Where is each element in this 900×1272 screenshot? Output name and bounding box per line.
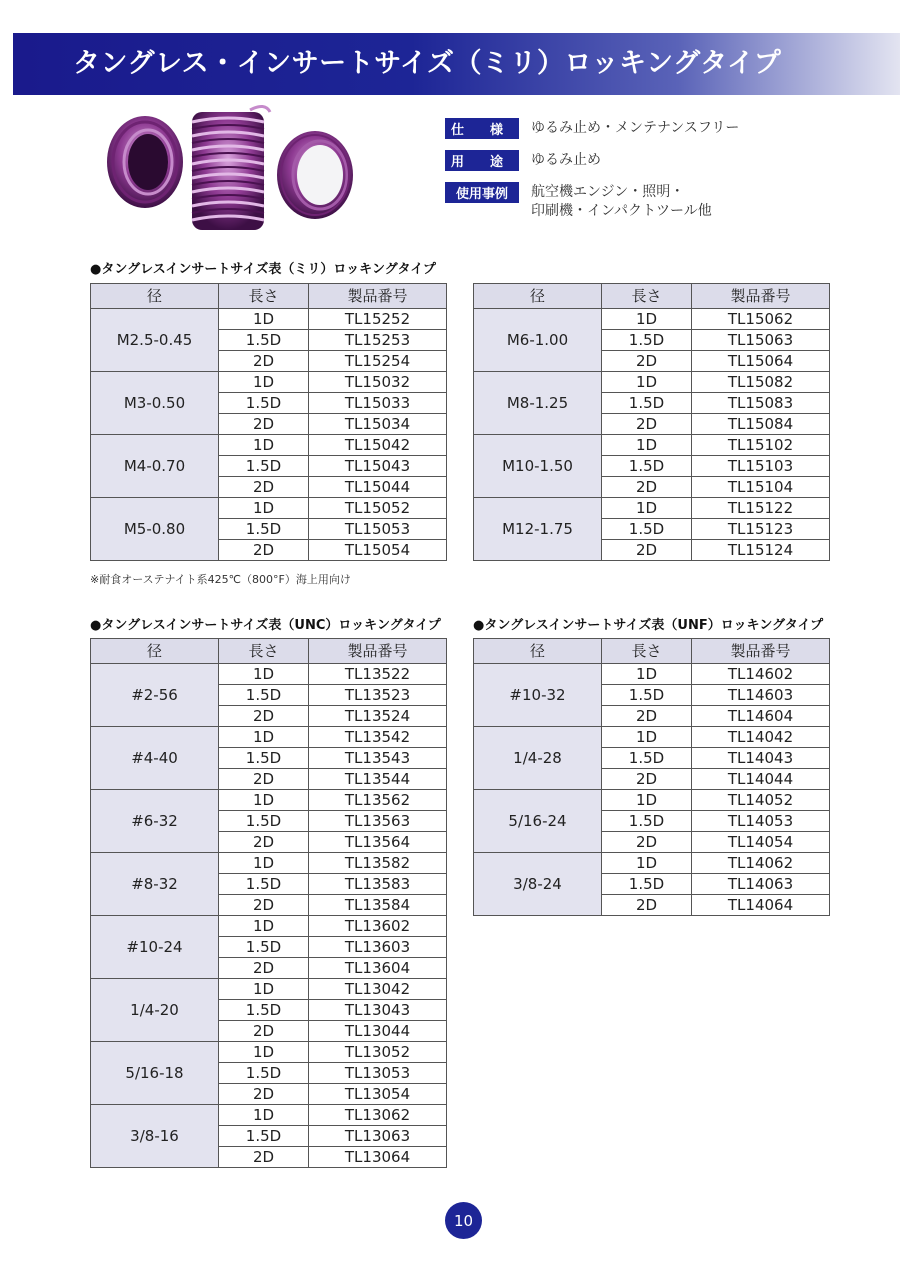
length-cell: 2D bbox=[602, 477, 692, 498]
length-cell: 1.5D bbox=[602, 519, 692, 540]
table-row bbox=[91, 979, 447, 1000]
size-table-unc bbox=[90, 638, 447, 1168]
table-row bbox=[91, 372, 447, 393]
table-row bbox=[474, 435, 830, 456]
table-row bbox=[91, 916, 447, 937]
length-cell: 1.5D bbox=[602, 748, 692, 769]
part-number-cell: TL15064 bbox=[692, 351, 830, 372]
size-cell: M4-0.70 bbox=[91, 435, 219, 498]
spec-row-use-cases bbox=[445, 182, 739, 230]
table-row bbox=[91, 1105, 447, 1126]
size-cell: #6-32 bbox=[91, 790, 219, 853]
header-length: 長さ bbox=[602, 639, 692, 664]
length-cell: 1.5D bbox=[219, 456, 309, 477]
title-banner bbox=[13, 33, 900, 95]
part-number-cell: TL13053 bbox=[309, 1063, 447, 1084]
table-row bbox=[474, 498, 830, 519]
part-number-cell: TL13064 bbox=[309, 1147, 447, 1168]
part-number-cell: TL15083 bbox=[692, 393, 830, 414]
header-diameter: 径 bbox=[474, 284, 602, 309]
length-cell: 2D bbox=[219, 351, 309, 372]
part-number-cell: TL13042 bbox=[309, 979, 447, 1000]
table-row bbox=[474, 790, 830, 811]
part-number-cell: TL13562 bbox=[309, 790, 447, 811]
part-number-cell: TL14052 bbox=[692, 790, 830, 811]
part-number-cell: TL15084 bbox=[692, 414, 830, 435]
part-number-cell: TL15122 bbox=[692, 498, 830, 519]
length-cell: 1.5D bbox=[602, 456, 692, 477]
part-number-cell: TL13054 bbox=[309, 1084, 447, 1105]
part-number-cell: TL13563 bbox=[309, 811, 447, 832]
size-cell: M8-1.25 bbox=[474, 372, 602, 435]
length-cell: 2D bbox=[602, 540, 692, 561]
length-cell: 1D bbox=[602, 498, 692, 519]
length-cell: 2D bbox=[219, 1084, 309, 1105]
part-number-cell: TL13583 bbox=[309, 874, 447, 895]
part-number-cell: TL15062 bbox=[692, 309, 830, 330]
length-cell: 1D bbox=[602, 309, 692, 330]
part-number-cell: TL13602 bbox=[309, 916, 447, 937]
section-title-unc: ●タングレスインサートサイズ表（UNC）ロッキングタイプ bbox=[90, 618, 441, 633]
table-header-row bbox=[474, 284, 830, 309]
length-cell: 1D bbox=[602, 790, 692, 811]
table-row bbox=[474, 727, 830, 748]
coil-left bbox=[107, 116, 183, 208]
part-number-cell: TL14604 bbox=[692, 706, 830, 727]
length-cell: 2D bbox=[602, 895, 692, 916]
length-cell: 1D bbox=[602, 727, 692, 748]
corrosion-note: ※耐食オーステナイト系425℃（800°F）海上用向け bbox=[90, 573, 351, 586]
size-cell: 1/4-28 bbox=[474, 727, 602, 790]
length-cell: 1D bbox=[219, 916, 309, 937]
length-cell: 2D bbox=[219, 477, 309, 498]
header-part-number: 製品番号 bbox=[309, 639, 447, 664]
part-number-cell: TL14603 bbox=[692, 685, 830, 706]
table-row bbox=[474, 664, 830, 685]
table-header-row bbox=[474, 639, 830, 664]
length-cell: 2D bbox=[219, 540, 309, 561]
page-title: タングレス・インサートサイズ（ミリ）ロッキングタイプ bbox=[73, 48, 782, 79]
part-number-cell: TL15034 bbox=[309, 414, 447, 435]
section-title-metric: ●タングレスインサートサイズ表（ミリ）ロッキングタイプ bbox=[90, 262, 436, 277]
length-cell: 1D bbox=[219, 1042, 309, 1063]
length-cell: 1D bbox=[602, 435, 692, 456]
size-cell: 5/16-18 bbox=[91, 1042, 219, 1105]
part-number-cell: TL15123 bbox=[692, 519, 830, 540]
length-cell: 1.5D bbox=[219, 811, 309, 832]
table-row bbox=[91, 498, 447, 519]
length-cell: 1.5D bbox=[219, 748, 309, 769]
table-row bbox=[474, 372, 830, 393]
part-number-cell: TL15103 bbox=[692, 456, 830, 477]
header-part-number: 製品番号 bbox=[309, 284, 447, 309]
table-row bbox=[91, 435, 447, 456]
length-cell: 1.5D bbox=[219, 1000, 309, 1021]
table-row bbox=[91, 1042, 447, 1063]
part-number-cell: TL15033 bbox=[309, 393, 447, 414]
header-diameter: 径 bbox=[91, 284, 219, 309]
page-number: 10 bbox=[445, 1202, 482, 1239]
part-number-cell: TL15052 bbox=[309, 498, 447, 519]
table-header-row bbox=[91, 639, 447, 664]
length-cell: 2D bbox=[602, 706, 692, 727]
part-number-cell: TL15032 bbox=[309, 372, 447, 393]
size-cell: M3-0.50 bbox=[91, 372, 219, 435]
part-number-cell: TL15053 bbox=[309, 519, 447, 540]
table-row bbox=[91, 790, 447, 811]
length-cell: 2D bbox=[602, 414, 692, 435]
size-cell: 5/16-24 bbox=[474, 790, 602, 853]
length-cell: 1D bbox=[602, 664, 692, 685]
part-number-cell: TL14044 bbox=[692, 769, 830, 790]
size-cell: 3/8-24 bbox=[474, 853, 602, 916]
size-cell: 1/4-20 bbox=[91, 979, 219, 1042]
part-number-cell: TL13062 bbox=[309, 1105, 447, 1126]
spec-label: 使用事例 bbox=[445, 182, 519, 203]
part-number-cell: TL13564 bbox=[309, 832, 447, 853]
length-cell: 2D bbox=[219, 1021, 309, 1042]
length-cell: 1D bbox=[219, 372, 309, 393]
header-length: 長さ bbox=[219, 284, 309, 309]
part-number-cell: TL14062 bbox=[692, 853, 830, 874]
length-cell: 1.5D bbox=[219, 330, 309, 351]
length-cell: 1.5D bbox=[219, 685, 309, 706]
part-number-cell: TL13044 bbox=[309, 1021, 447, 1042]
length-cell: 1.5D bbox=[602, 330, 692, 351]
part-number-cell: TL13544 bbox=[309, 769, 447, 790]
length-cell: 1.5D bbox=[602, 874, 692, 895]
length-cell: 2D bbox=[602, 832, 692, 853]
section-title-unf: ●タングレスインサートサイズ表（UNF）ロッキングタイプ bbox=[473, 618, 824, 633]
coil-right bbox=[277, 131, 353, 219]
part-number-cell: TL15124 bbox=[692, 540, 830, 561]
part-number-cell: TL15063 bbox=[692, 330, 830, 351]
header-length: 長さ bbox=[602, 284, 692, 309]
part-number-cell: TL13524 bbox=[309, 706, 447, 727]
part-number-cell: TL13603 bbox=[309, 937, 447, 958]
table-row bbox=[91, 727, 447, 748]
length-cell: 2D bbox=[602, 769, 692, 790]
length-cell: 1D bbox=[219, 790, 309, 811]
table-row bbox=[91, 664, 447, 685]
part-number-cell: TL13582 bbox=[309, 853, 447, 874]
length-cell: 2D bbox=[219, 895, 309, 916]
header-diameter: 径 bbox=[91, 639, 219, 664]
length-cell: 2D bbox=[219, 1147, 309, 1168]
size-cell: M2.5-0.45 bbox=[91, 309, 219, 372]
size-table-metric-left bbox=[90, 283, 447, 561]
part-number-cell: TL14054 bbox=[692, 832, 830, 853]
length-cell: 1D bbox=[219, 664, 309, 685]
length-cell: 2D bbox=[219, 414, 309, 435]
spec-value: ゆるみ止め・メンテナンスフリー bbox=[531, 120, 740, 136]
part-number-cell: TL15252 bbox=[309, 309, 447, 330]
size-cell: M10-1.50 bbox=[474, 435, 602, 498]
table-row bbox=[91, 309, 447, 330]
size-cell: #10-24 bbox=[91, 916, 219, 979]
table-row bbox=[474, 853, 830, 874]
length-cell: 1D bbox=[219, 498, 309, 519]
size-cell: #2-56 bbox=[91, 664, 219, 727]
length-cell: 1.5D bbox=[219, 937, 309, 958]
length-cell: 1D bbox=[219, 435, 309, 456]
part-number-cell: TL15102 bbox=[692, 435, 830, 456]
part-number-cell: TL13522 bbox=[309, 664, 447, 685]
length-cell: 1.5D bbox=[219, 1126, 309, 1147]
size-cell: #4-40 bbox=[91, 727, 219, 790]
part-number-cell: TL13543 bbox=[309, 748, 447, 769]
part-number-cell: TL15104 bbox=[692, 477, 830, 498]
size-table-metric-right bbox=[473, 283, 830, 561]
length-cell: 1D bbox=[219, 979, 309, 1000]
length-cell: 1D bbox=[219, 309, 309, 330]
size-cell: #10-32 bbox=[474, 664, 602, 727]
length-cell: 2D bbox=[219, 706, 309, 727]
header-part-number: 製品番号 bbox=[692, 639, 830, 664]
length-cell: 1D bbox=[219, 727, 309, 748]
table-header-row bbox=[91, 284, 447, 309]
part-number-cell: TL13063 bbox=[309, 1126, 447, 1147]
part-number-cell: TL14053 bbox=[692, 811, 830, 832]
part-number-cell: TL14602 bbox=[692, 664, 830, 685]
part-number-cell: TL15254 bbox=[309, 351, 447, 372]
coil-middle bbox=[192, 106, 270, 230]
spec-row-purpose bbox=[445, 150, 739, 182]
part-number-cell: TL13052 bbox=[309, 1042, 447, 1063]
header-part-number: 製品番号 bbox=[692, 284, 830, 309]
size-cell: M6-1.00 bbox=[474, 309, 602, 372]
length-cell: 1D bbox=[219, 1105, 309, 1126]
size-cell: M5-0.80 bbox=[91, 498, 219, 561]
spec-label: 仕 様 bbox=[445, 118, 519, 139]
length-cell: 2D bbox=[219, 958, 309, 979]
part-number-cell: TL15042 bbox=[309, 435, 447, 456]
length-cell: 1.5D bbox=[602, 393, 692, 414]
part-number-cell: TL15253 bbox=[309, 330, 447, 351]
part-number-cell: TL15043 bbox=[309, 456, 447, 477]
insert-coil-photo bbox=[100, 100, 365, 235]
size-table-unf bbox=[473, 638, 830, 916]
spec-label: 用 途 bbox=[445, 150, 519, 171]
part-number-cell: TL13584 bbox=[309, 895, 447, 916]
spec-value: ゆるみ止め bbox=[531, 152, 601, 168]
part-number-cell: TL13043 bbox=[309, 1000, 447, 1021]
header-diameter: 径 bbox=[474, 639, 602, 664]
length-cell: 2D bbox=[602, 351, 692, 372]
part-number-cell: TL15044 bbox=[309, 477, 447, 498]
length-cell: 1.5D bbox=[219, 393, 309, 414]
length-cell: 1D bbox=[602, 372, 692, 393]
part-number-cell: TL13523 bbox=[309, 685, 447, 706]
length-cell: 1.5D bbox=[602, 811, 692, 832]
part-number-cell: TL13542 bbox=[309, 727, 447, 748]
part-number-cell: TL14064 bbox=[692, 895, 830, 916]
table-row bbox=[91, 853, 447, 874]
length-cell: 1.5D bbox=[219, 874, 309, 895]
length-cell: 2D bbox=[219, 832, 309, 853]
spec-row-specification bbox=[445, 118, 739, 150]
length-cell: 1D bbox=[219, 853, 309, 874]
part-number-cell: TL14043 bbox=[692, 748, 830, 769]
spec-value: 航空機エンジン・照明・ 印刷機・インパクトツール他 bbox=[531, 184, 712, 219]
part-number-cell: TL14063 bbox=[692, 874, 830, 895]
part-number-cell: TL15082 bbox=[692, 372, 830, 393]
size-cell: #8-32 bbox=[91, 853, 219, 916]
part-number-cell: TL14042 bbox=[692, 727, 830, 748]
spec-list bbox=[445, 118, 739, 230]
size-cell: M12-1.75 bbox=[474, 498, 602, 561]
part-number-cell: TL15054 bbox=[309, 540, 447, 561]
table-row bbox=[474, 309, 830, 330]
length-cell: 2D bbox=[219, 769, 309, 790]
header-length: 長さ bbox=[219, 639, 309, 664]
part-number-cell: TL13604 bbox=[309, 958, 447, 979]
length-cell: 1.5D bbox=[602, 685, 692, 706]
length-cell: 1D bbox=[602, 853, 692, 874]
length-cell: 1.5D bbox=[219, 519, 309, 540]
length-cell: 1.5D bbox=[219, 1063, 309, 1084]
size-cell: 3/8-16 bbox=[91, 1105, 219, 1168]
